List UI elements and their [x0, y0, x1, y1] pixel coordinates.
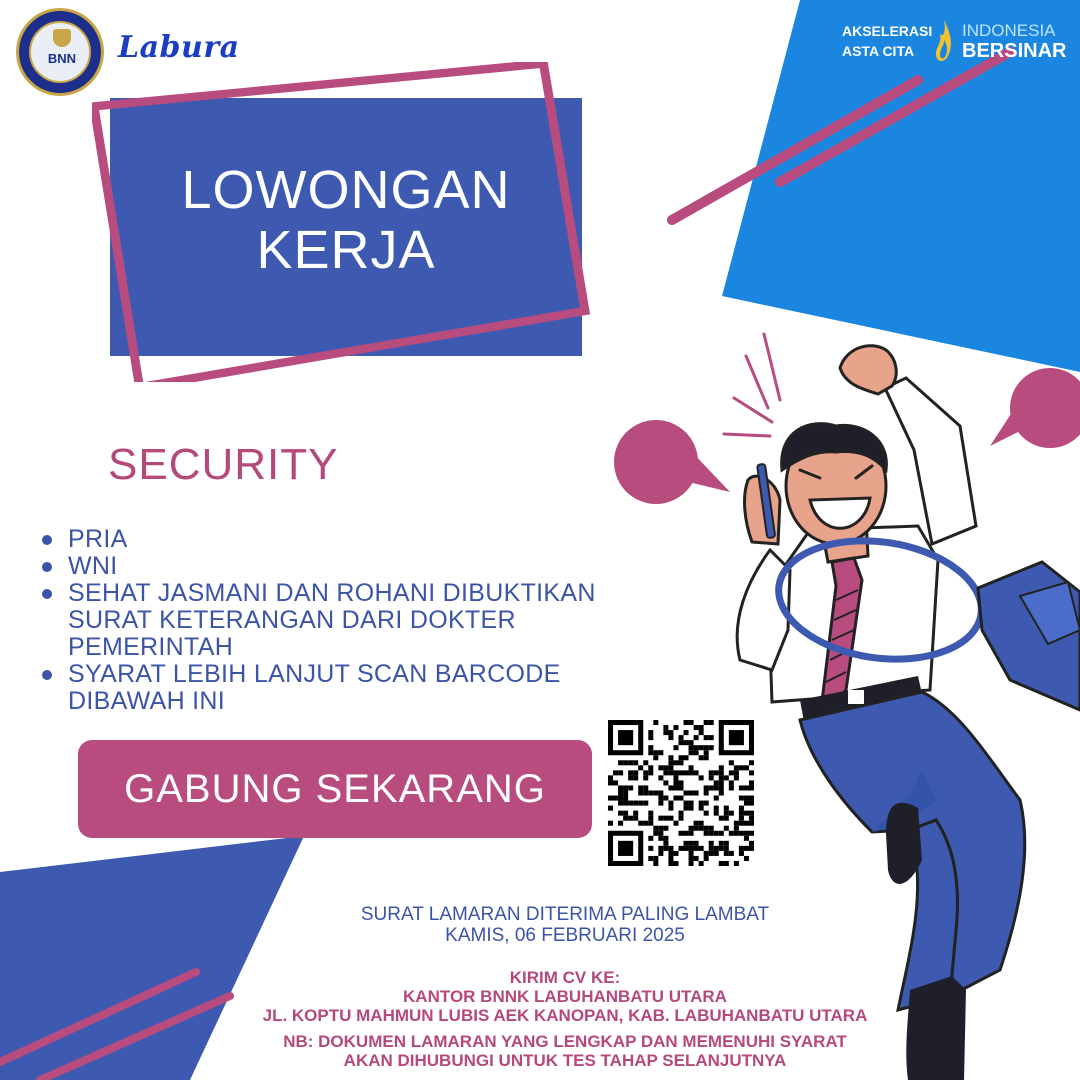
requirement-item: SEHAT JASMANI DAN ROHANI DIBUKTIKAN SURAT KETERANGAN DARI DOKTER PEMERINTAH	[40, 580, 640, 661]
page-title-line2: KERJA	[256, 220, 436, 280]
office-address: JL. KOPTU MAHMUN LUBIS AEK KANOPAN, KAB. LABUHANBATU UTARA	[262, 1006, 868, 1025]
flame-icon	[930, 16, 956, 66]
excitement-lines	[724, 334, 780, 436]
deadline-text	[240, 904, 890, 946]
bersinar-line2: BERSINAR	[962, 40, 1067, 62]
join-now-button[interactable]: GABUNG SEKARANG	[78, 740, 592, 838]
indonesia-bersinar-logo	[962, 22, 1066, 62]
asta-line2: ASTA CITA	[842, 43, 915, 59]
requirement-item: WNI	[40, 553, 640, 580]
requirement-item: SYARAT LEBIH LANJUT SCAN BARCODE DIBAWAH INI	[40, 661, 640, 715]
labura-logo: Labura	[118, 30, 240, 65]
send-cv-label: KIRIM CV KE:	[509, 968, 621, 987]
note-line1: NB: DOKUMEN LAMARAN YANG LENGKAP DAN MEMENUHI SYARAT	[283, 1032, 847, 1051]
requirement-item: PRIA	[40, 526, 640, 553]
bnn-logo-text: BNN	[47, 51, 77, 66]
requirements-list	[40, 526, 640, 715]
asta-line1: AKSELERASI	[842, 23, 933, 39]
note-block	[210, 1032, 920, 1070]
job-position: SECURITY	[108, 440, 339, 489]
office-name: KANTOR BNNK LABUHANBATU UTARA	[403, 987, 727, 1006]
deadline-line2: KAMIS, 06 FEBRUARI 2025	[445, 925, 685, 946]
page-title	[110, 160, 582, 280]
send-cv-block	[210, 968, 920, 1025]
bnn-logo	[16, 8, 104, 96]
page-title-line1: LOWONGAN	[181, 160, 511, 220]
note-line2: AKAN DIHUBUNGI UNTUK TES TAHAP SELANJUTNYA	[343, 1051, 787, 1070]
garuda-emblem-icon	[53, 29, 71, 47]
asta-cita-logo	[842, 22, 936, 66]
bersinar-line1: INDONESIA	[962, 21, 1056, 40]
deadline-line1: SURAT LAMARAN DITERIMA PALING LAMBAT	[360, 904, 770, 925]
